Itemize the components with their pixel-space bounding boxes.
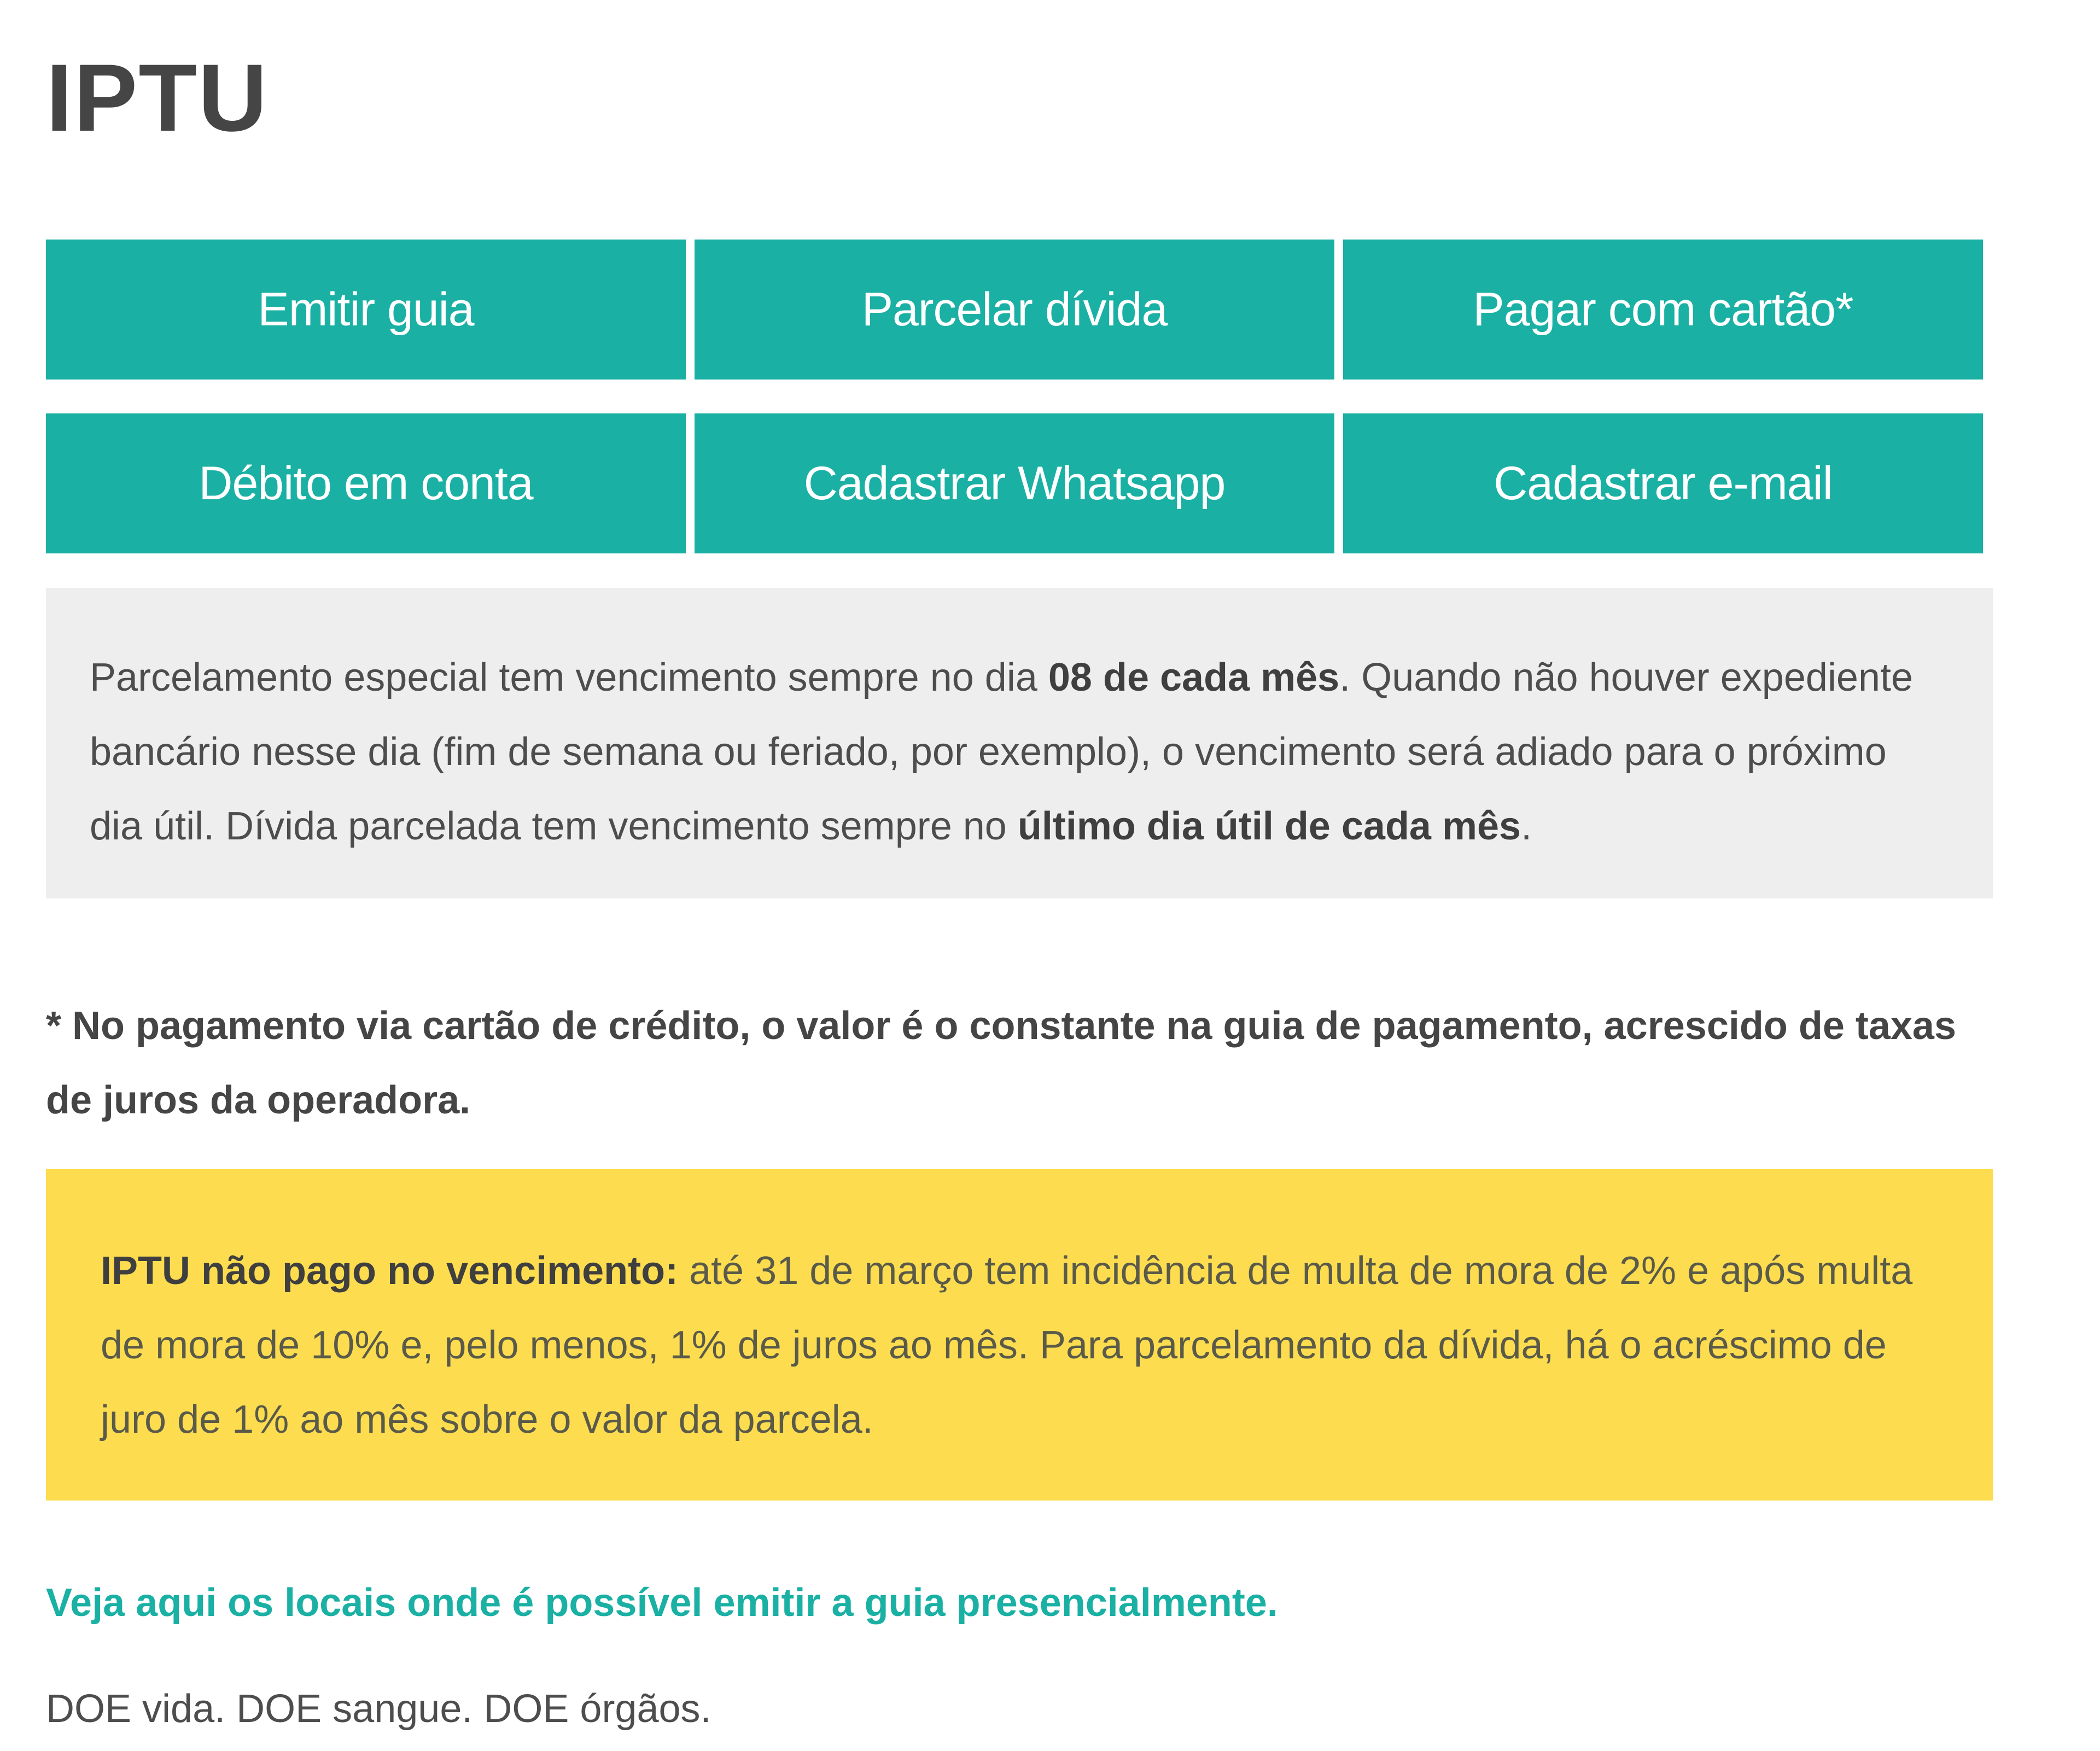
parcelar-divida-button[interactable]: Parcelar dívida — [695, 240, 1334, 380]
warning-heading: IPTU não pago no vencimento: — [101, 1249, 679, 1293]
installment-info-box — [46, 588, 1993, 898]
info-text: . Quando não houver expediente bancário nesse dia (fim de semana ou feriado, por exemplo), o vencimento será adiado para o próximo dia útil. Dívida parcelada tem vencimento sempre no — [90, 656, 1914, 848]
emitir-guia-button[interactable]: Emitir guia — [46, 240, 686, 380]
action-button-grid — [46, 240, 1983, 553]
credit-card-footnote: * No pagamento via cartão de crédito, o valor é o constante na guia de pagamento, acrescido de taxas de juros da operadora. — [46, 1004, 1957, 1122]
cadastrar-whatsapp-button[interactable]: Cadastrar Whatsapp — [695, 413, 1334, 553]
info-highlight-last-day: último dia útil de cada mês — [1017, 804, 1521, 848]
info-text: Parcelamento especial tem vencimento sempre no dia — [90, 656, 1048, 699]
locations-link[interactable]: Veja aqui os locais onde é possível emitir a guia presencialmente. — [46, 1581, 1278, 1625]
donation-text: DOE vida. DOE sangue. DOE órgãos. — [46, 1687, 711, 1731]
late-payment-warning-box — [46, 1169, 1993, 1501]
cadastrar-email-button[interactable]: Cadastrar e-mail — [1343, 413, 1983, 553]
info-highlight-due-day: 08 de cada mês — [1048, 656, 1340, 699]
warning-text: até 31 de março tem incidência de multa de mora de 2% e após multa de mora de 10% e, pelo menos, 1% de juros ao mês. Para parcelamento da dívida, há o acréscimo de juro de 1% ao mês sobre o valor da parcela. — [101, 1249, 1913, 1441]
page-title: IPTU — [46, 45, 269, 151]
pagar-com-cartao-button[interactable]: Pagar com cartão* — [1343, 240, 1983, 380]
info-text: . — [1521, 804, 1532, 848]
debito-em-conta-button[interactable]: Débito em conta — [46, 413, 686, 553]
